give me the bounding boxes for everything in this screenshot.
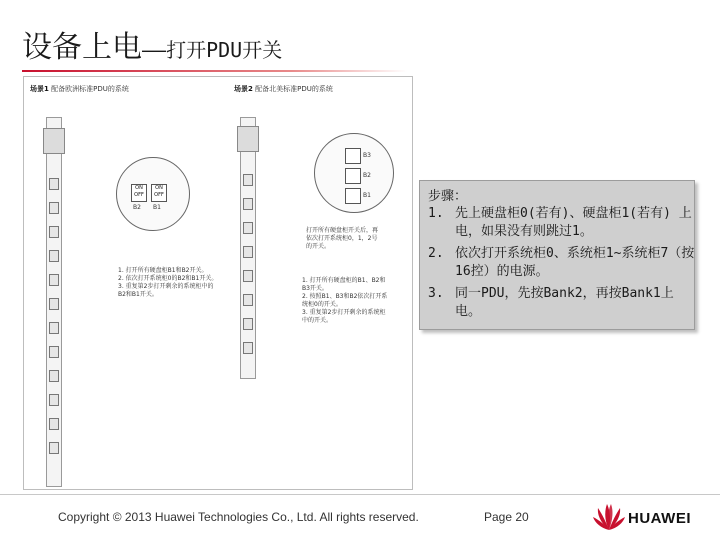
- step-text: 先上硬盘柜0(若有)、硬盘柜1(若有) 上电，如果没有则跳过1。: [455, 206, 692, 239]
- scene1-pdu-strip: [46, 117, 62, 487]
- scene2-note: 打开所有硬盘柜开关后，再依次打开系统柜0，1，2号的开关。: [306, 227, 379, 250]
- slide-title-sub: ——打开PDU开关: [142, 38, 283, 62]
- scene1-switch-b1-label: B1: [153, 204, 161, 211]
- scene1-label: 场景1 配备欧洲标准PDU的系统: [30, 85, 129, 93]
- step-number: 2.: [428, 246, 444, 261]
- scene1-switch-zoom: [116, 157, 190, 231]
- slide-title: [22, 22, 282, 66]
- scene2-bank-b3-label: B3: [363, 152, 371, 159]
- huawei-petal-icon: [592, 502, 626, 532]
- scene2-pdu-strip: [240, 117, 256, 379]
- scene2-bank-b1-label: B1: [363, 192, 371, 199]
- scene2-bank-b2: [345, 168, 361, 184]
- scene1-switch-b2: ON OFF: [131, 184, 147, 202]
- pdu-diagram-image: [23, 76, 413, 490]
- scene2-bank-b1: [345, 188, 361, 204]
- step-text: 同一PDU，先按Bank2，再按Bank1上电。: [455, 286, 674, 319]
- step-number: 3.: [428, 286, 444, 301]
- step-number: 1.: [428, 206, 444, 221]
- title-underline: [22, 70, 407, 72]
- scene1-switch-b1: ON OFF: [151, 184, 167, 202]
- step-text: 依次打开系统柜0、系统柜1~系统柜7（按16控）的电源。: [455, 246, 695, 279]
- slide-title-main: 设备上电: [22, 30, 142, 65]
- scene1-switch-b2-label: B2: [133, 204, 141, 211]
- logo-text: HUAWEI: [628, 510, 691, 527]
- huawei-logo: [590, 500, 710, 534]
- scene2-bank-b3: [345, 148, 361, 164]
- scene1-pdu-switch-panel: [43, 128, 65, 154]
- page-number: Page 20: [484, 510, 529, 524]
- steps-panel: [419, 180, 695, 330]
- steps-title: 步骤：: [428, 189, 468, 204]
- copyright-text: Copyright © 2013 Huawei Technologies Co., Ltd. All rights reserved.: [58, 510, 419, 524]
- scene2-label: 场景2 配备北美标准PDU的系统: [234, 85, 333, 93]
- scene1-steps: 1. 打开所有硬盘柜B1和B2开关。 2. 依次打开系统柜0的B2和B1开关。 3. 重复第2步打开剩余的系统柜中的B2和B1开关。: [118, 267, 218, 298]
- scene2-steps: 1. 打开所有硬盘柜的B1、B2和B3开关。 2. 按照B1、B3和B2依次打开系统柜0的开关。 3. 重复第2步打开剩余的系统柜中的开关。: [302, 277, 388, 324]
- scene2-bank-zoom: [314, 133, 394, 213]
- footer-divider: [0, 494, 720, 495]
- scene2-bank-b2-label: B2: [363, 172, 371, 179]
- scene2-pdu-switch-panel: [237, 126, 259, 152]
